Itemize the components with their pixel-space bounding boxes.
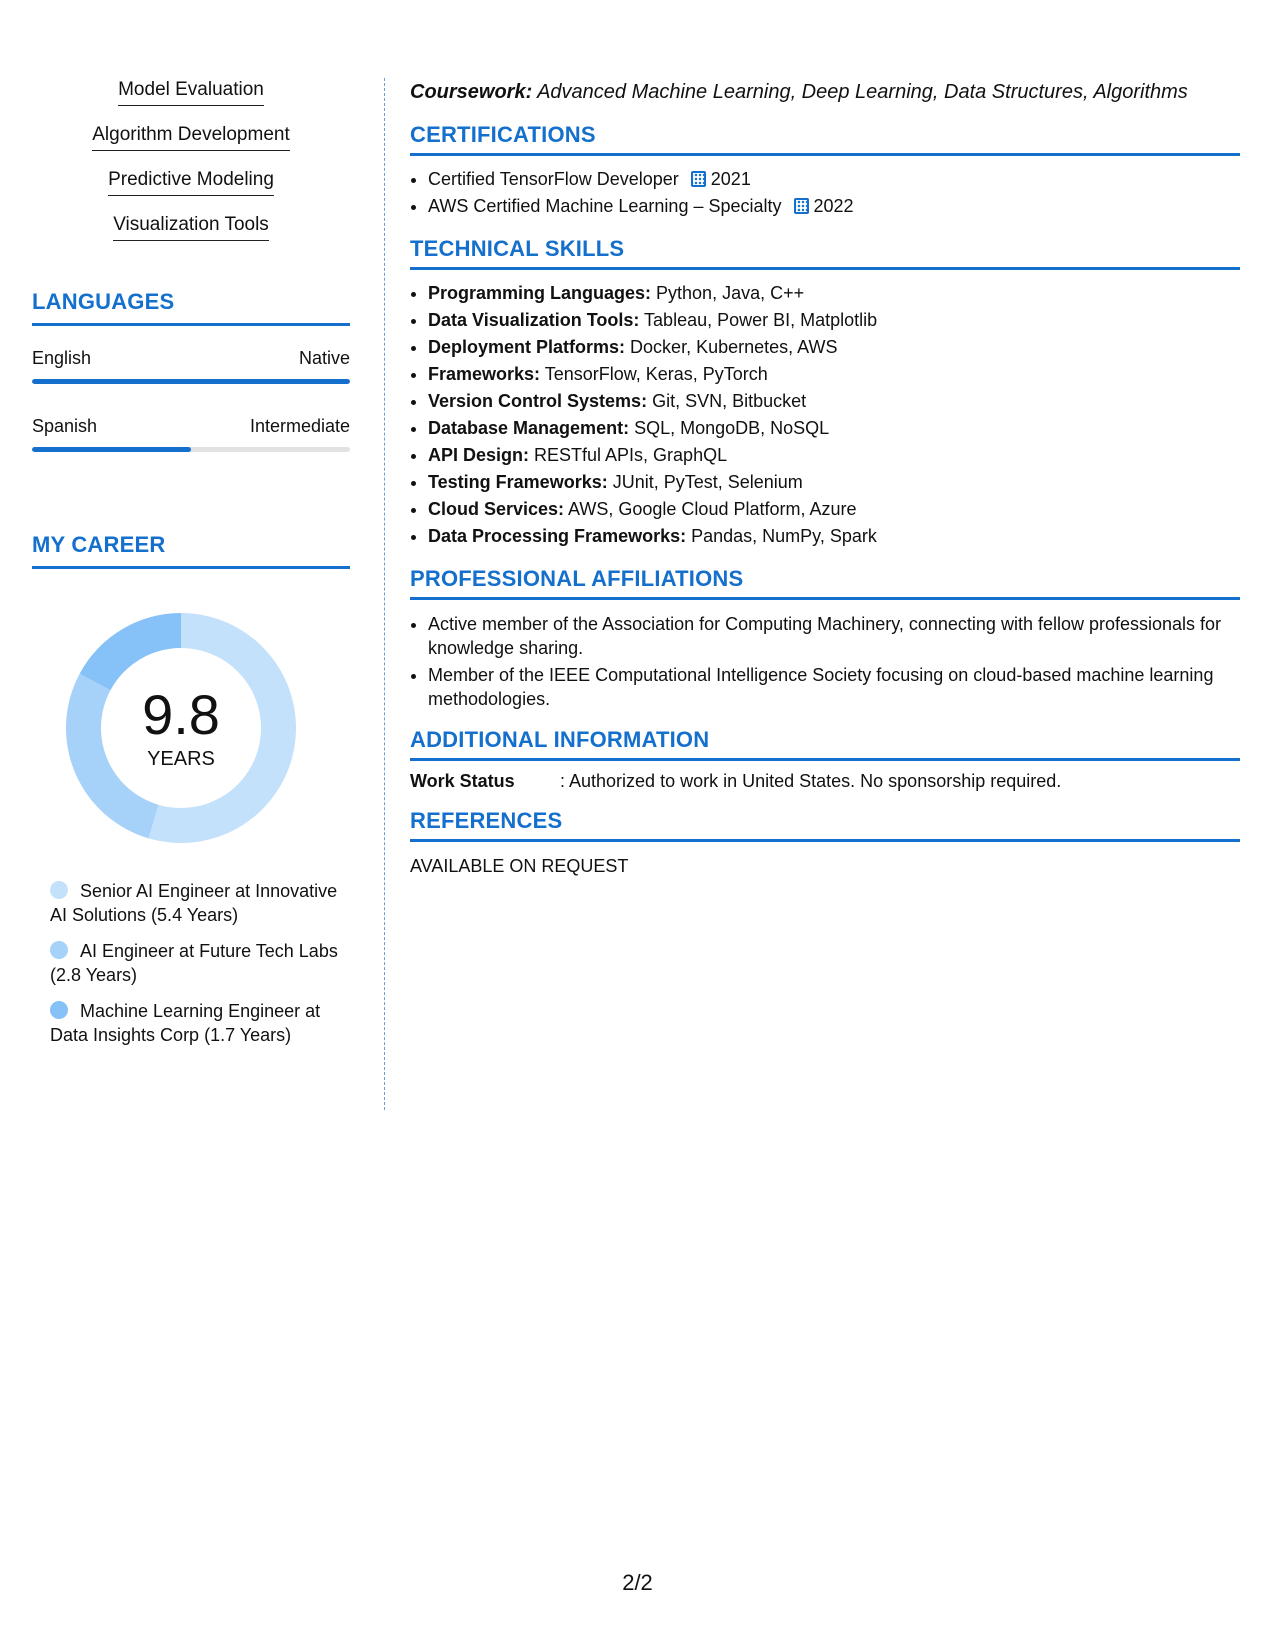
language-bar <box>32 447 350 452</box>
work-status-row <box>410 771 1240 792</box>
skill-item: Visualization Tools <box>32 213 350 241</box>
work-status-label: Work Status <box>410 771 515 791</box>
technical-skills-heading: TECHNICAL SKILLS <box>410 236 1240 270</box>
affiliations-list <box>428 612 1240 711</box>
additional-info-section <box>410 727 1240 792</box>
affiliations-section <box>410 566 1240 711</box>
donut-center <box>66 613 296 843</box>
languages-heading: LANGUAGES <box>32 289 350 326</box>
right-column <box>410 78 1240 877</box>
skill-item: Model Evaluation <box>32 78 350 106</box>
language-bar-fill <box>32 379 350 384</box>
career-section <box>32 532 350 1047</box>
calendar-icon <box>691 171 706 187</box>
technical-skill-item: • Testing Frameworks: JUnit, PyTest, Selenium <box>428 469 1240 496</box>
technical-skill-item: • Deployment Platforms: Docker, Kubernetes, AWS <box>428 334 1240 361</box>
certification-item: • AWS Certified Machine Learning – Specialty 2022 <box>428 193 1240 220</box>
certifications-list <box>428 166 1240 220</box>
technical-skill-item: • Cloud Services: AWS, Google Cloud Platform, Azure <box>428 496 1240 523</box>
language-bar-fill <box>32 447 191 452</box>
page-number: 2/2 <box>622 1570 653 1595</box>
technical-skill-item: • Database Management: SQL, MongoDB, NoSQL <box>428 415 1240 442</box>
legend-dot-icon <box>50 881 68 899</box>
technical-skill-item: • Frameworks: TensorFlow, Keras, PyTorch <box>428 361 1240 388</box>
language-level: Intermediate <box>249 416 350 436</box>
legend-dot-icon <box>50 1001 68 1019</box>
career-legend <box>50 879 340 1047</box>
language-level: Native <box>298 348 350 368</box>
technical-skills-list <box>428 280 1240 550</box>
certification-item: • Certified TensorFlow Developer 2021 <box>428 166 1240 193</box>
language-row <box>32 416 350 437</box>
references-text: AVAILABLE ON REQUEST <box>410 856 629 876</box>
certifications-heading: CERTIFICATIONS <box>410 122 1240 156</box>
certifications-section <box>410 122 1240 220</box>
career-legend-item: AI Engineer at Future Tech Labs (2.8 Years) <box>50 941 338 985</box>
skill-item: Algorithm Development <box>32 123 350 151</box>
legend-dot-icon <box>50 941 68 959</box>
career-heading: MY CAREER <box>32 532 350 569</box>
affiliation-item: • Member of the IEEE Computational Intelligence Society focusing on cloud-based machine learning methodologies. <box>428 663 1240 711</box>
technical-skills-section <box>410 236 1240 550</box>
career-legend-item: Machine Learning Engineer at Data Insights Corp (1.7 Years) <box>50 1001 321 1045</box>
career-total-unit: YEARS <box>147 747 215 770</box>
technical-skill-item: • Data Visualization Tools: Tableau, Power BI, Matplotlib <box>428 307 1240 334</box>
references-section <box>410 808 1240 877</box>
career-legend-item: Senior AI Engineer at Innovative AI Solutions (5.4 Years) <box>50 881 338 925</box>
additional-info-heading: ADDITIONAL INFORMATION <box>410 727 1240 761</box>
skill-item: Predictive Modeling <box>32 168 350 196</box>
languages-section <box>32 289 350 452</box>
technical-skill-item: • Programming Languages: Python, Java, C++ <box>428 280 1240 307</box>
skills-list <box>32 78 350 241</box>
coursework: Coursework: Advanced Machine Learning, Deep Learning, Data Structures, Algorithms <box>410 81 1188 103</box>
work-status-value: : Authorized to work in United States. No sponsorship required. <box>560 771 1062 791</box>
technical-skill-item: • Version Control Systems: Git, SVN, Bitbucket <box>428 388 1240 415</box>
column-divider <box>384 78 385 1110</box>
technical-skill-item: • API Design: RESTful APIs, GraphQL <box>428 442 1240 469</box>
language-row <box>32 348 350 369</box>
language-name: English <box>32 348 92 368</box>
left-column <box>32 78 350 1059</box>
affiliations-heading: PROFESSIONAL AFFILIATIONS <box>410 566 1240 600</box>
language-name: Spanish <box>32 416 98 436</box>
career-total-years: 9.8 <box>142 682 220 746</box>
technical-skill-item: • Data Processing Frameworks: Pandas, NumPy, Spark <box>428 523 1240 550</box>
career-donut-chart <box>66 613 296 843</box>
affiliation-item: • Active member of the Association for Computing Machinery, connecting with fellow professionals for knowledge sharing. <box>428 612 1240 660</box>
references-heading: REFERENCES <box>410 808 1240 842</box>
calendar-icon <box>794 198 809 214</box>
language-bar <box>32 379 350 384</box>
